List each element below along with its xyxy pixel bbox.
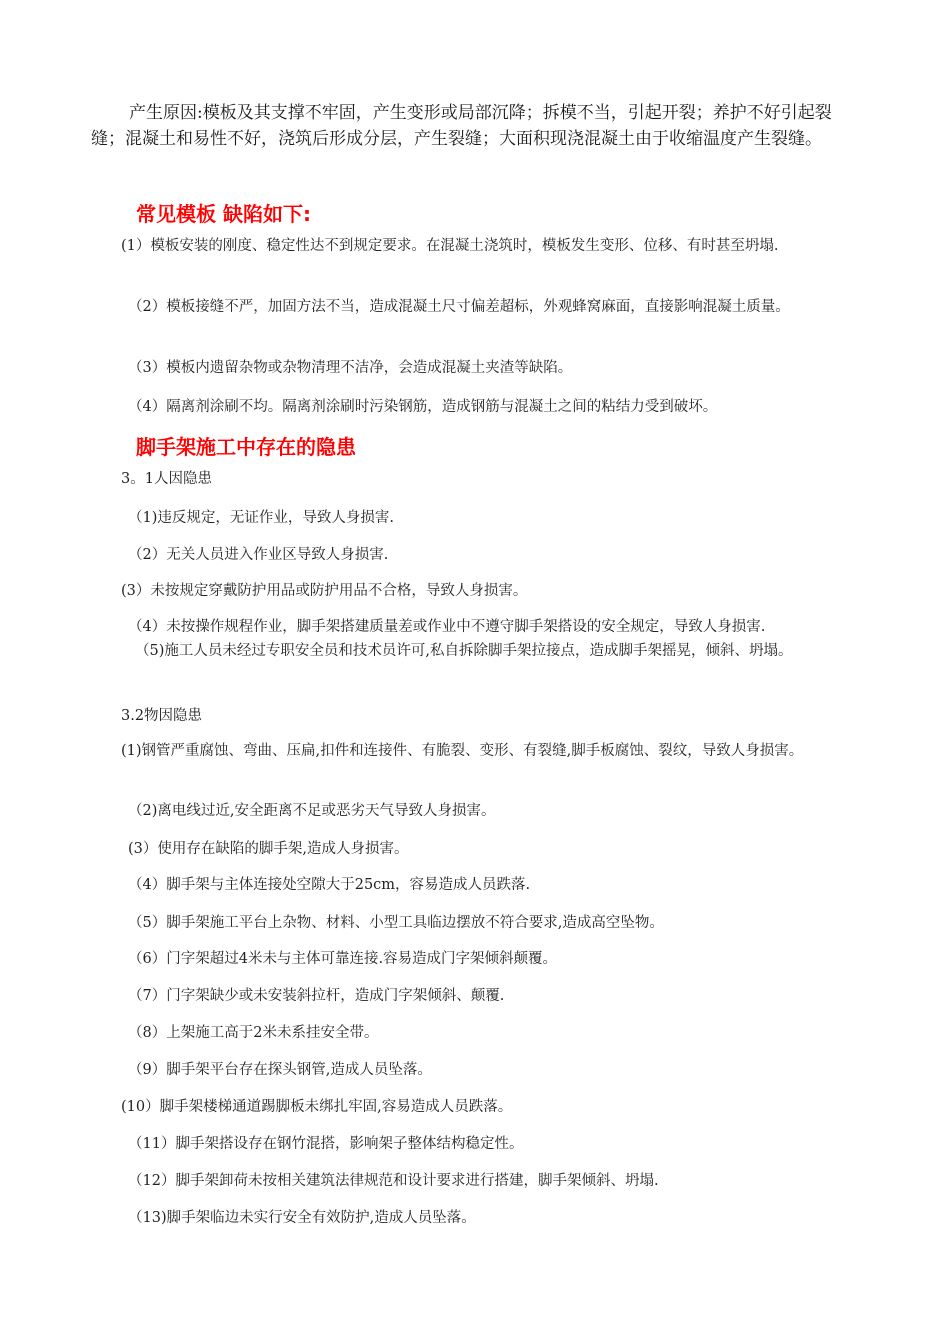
material-item-7: （7）门字架缺少或未安装斜拉杆，造成门字架倾斜、颠覆. <box>128 988 505 1004</box>
material-item-6: （6）门字架超过4米未与主体可靠连接.容易造成门字架倾斜颠覆。 <box>128 951 558 967</box>
material-item-8: （8）上架施工高于2米未系挂安全带。 <box>128 1025 379 1041</box>
human-hazards-title: 3。1人因隐患 <box>121 471 212 487</box>
material-item-13: （13)脚手架临边未实行安全有效防护,造成人员坠落。 <box>128 1210 476 1226</box>
material-item-4: （4）脚手架与主体连接处空隙大于25cm，容易造成人员跌落. <box>128 877 531 893</box>
human-item-5: （5)施工人员未经过专职安全员和技术员许可,私自拆除脚手架拉接点，造成脚手架摇晃，倾斜、坍塌。 <box>135 643 793 659</box>
human-item-4: （4）未按操作规程作业，脚手架搭建质量差或作业中不遵守脚手架搭设的安全规定，导致人身损害. <box>128 619 766 635</box>
material-item-5: （5）脚手架施工平台上杂物、材料、小型工具临边摆放不符合要求,造成高空坠物。 <box>128 915 664 931</box>
formwork-item-3: （3）模板内遗留杂物或杂物清理不洁净，会造成混凝土夹渣等缺陷。 <box>128 360 573 376</box>
formwork-item-1: (1）模板安装的刚度、稳定性达不到规定要求。在混凝土浇筑时，模板发生变形、位移、有时甚至坍塌. <box>121 238 779 254</box>
formwork-item-2: （2）模板接缝不严，加固方法不当，造成混凝土尺寸偏差超标，外观蜂窝麻面，直接影响混凝土质量。 <box>128 299 790 315</box>
material-item-9: （9）脚手架平台存在探头钢管,造成人员坠落。 <box>128 1062 432 1078</box>
material-hazards-title: 3.2物因隐患 <box>121 708 203 724</box>
material-item-2: （2)离电线过近,安全距离不足或恶劣天气导致人身损害。 <box>128 803 496 819</box>
human-item-2: （2）无关人员进入作业区导致人身损害. <box>128 547 389 563</box>
formwork-item-4: （4）隔离剂涂刷不均。隔离剂涂刷时污染钢筋，造成钢筋与混凝土之间的粘结力受到破坏。 <box>128 399 718 415</box>
material-item-10: (10）脚手架楼梯通道踢脚板未绑扎牢固,容易造成人员跌落。 <box>121 1099 513 1115</box>
scaffold-hazards-heading: 脚手架施工中存在的隐患 <box>136 435 356 459</box>
material-item-11: （11）脚手架搭设存在钢竹混搭，影响架子整体结构稳定性。 <box>128 1136 524 1152</box>
material-item-12: （12）脚手架卸荷未按相关建筑法律规范和设计要求进行搭建，脚手架倾斜、坍塌. <box>128 1173 659 1189</box>
formwork-defects-heading: 常见模板 缺陷如下: <box>136 202 311 226</box>
cause-paragraph: 产生原因:模板及其支撑不牢固，产生变形或局部沉降；拆模不当，引起开裂；养护不好引起裂缝；混凝土和易性不好，浇筑后形成分层，产生裂缝；大面积现浇混凝土由于收缩温度产生裂缝。 <box>91 103 832 149</box>
human-item-1: （1)违反规定，无证作业，导致人身损害. <box>128 510 394 526</box>
human-item-3: (3）未按规定穿戴防护用品或防护用品不合格，导致人身损害。 <box>121 583 528 599</box>
material-item-1: (1)钢管严重腐蚀、弯曲、压扁,扣件和连接件、有脆裂、变形、有裂缝,脚手板腐蚀、裂纹，导致人身损害。 <box>121 743 804 759</box>
material-item-3: (3）使用存在缺陷的脚手架,造成人身损害。 <box>128 841 409 857</box>
